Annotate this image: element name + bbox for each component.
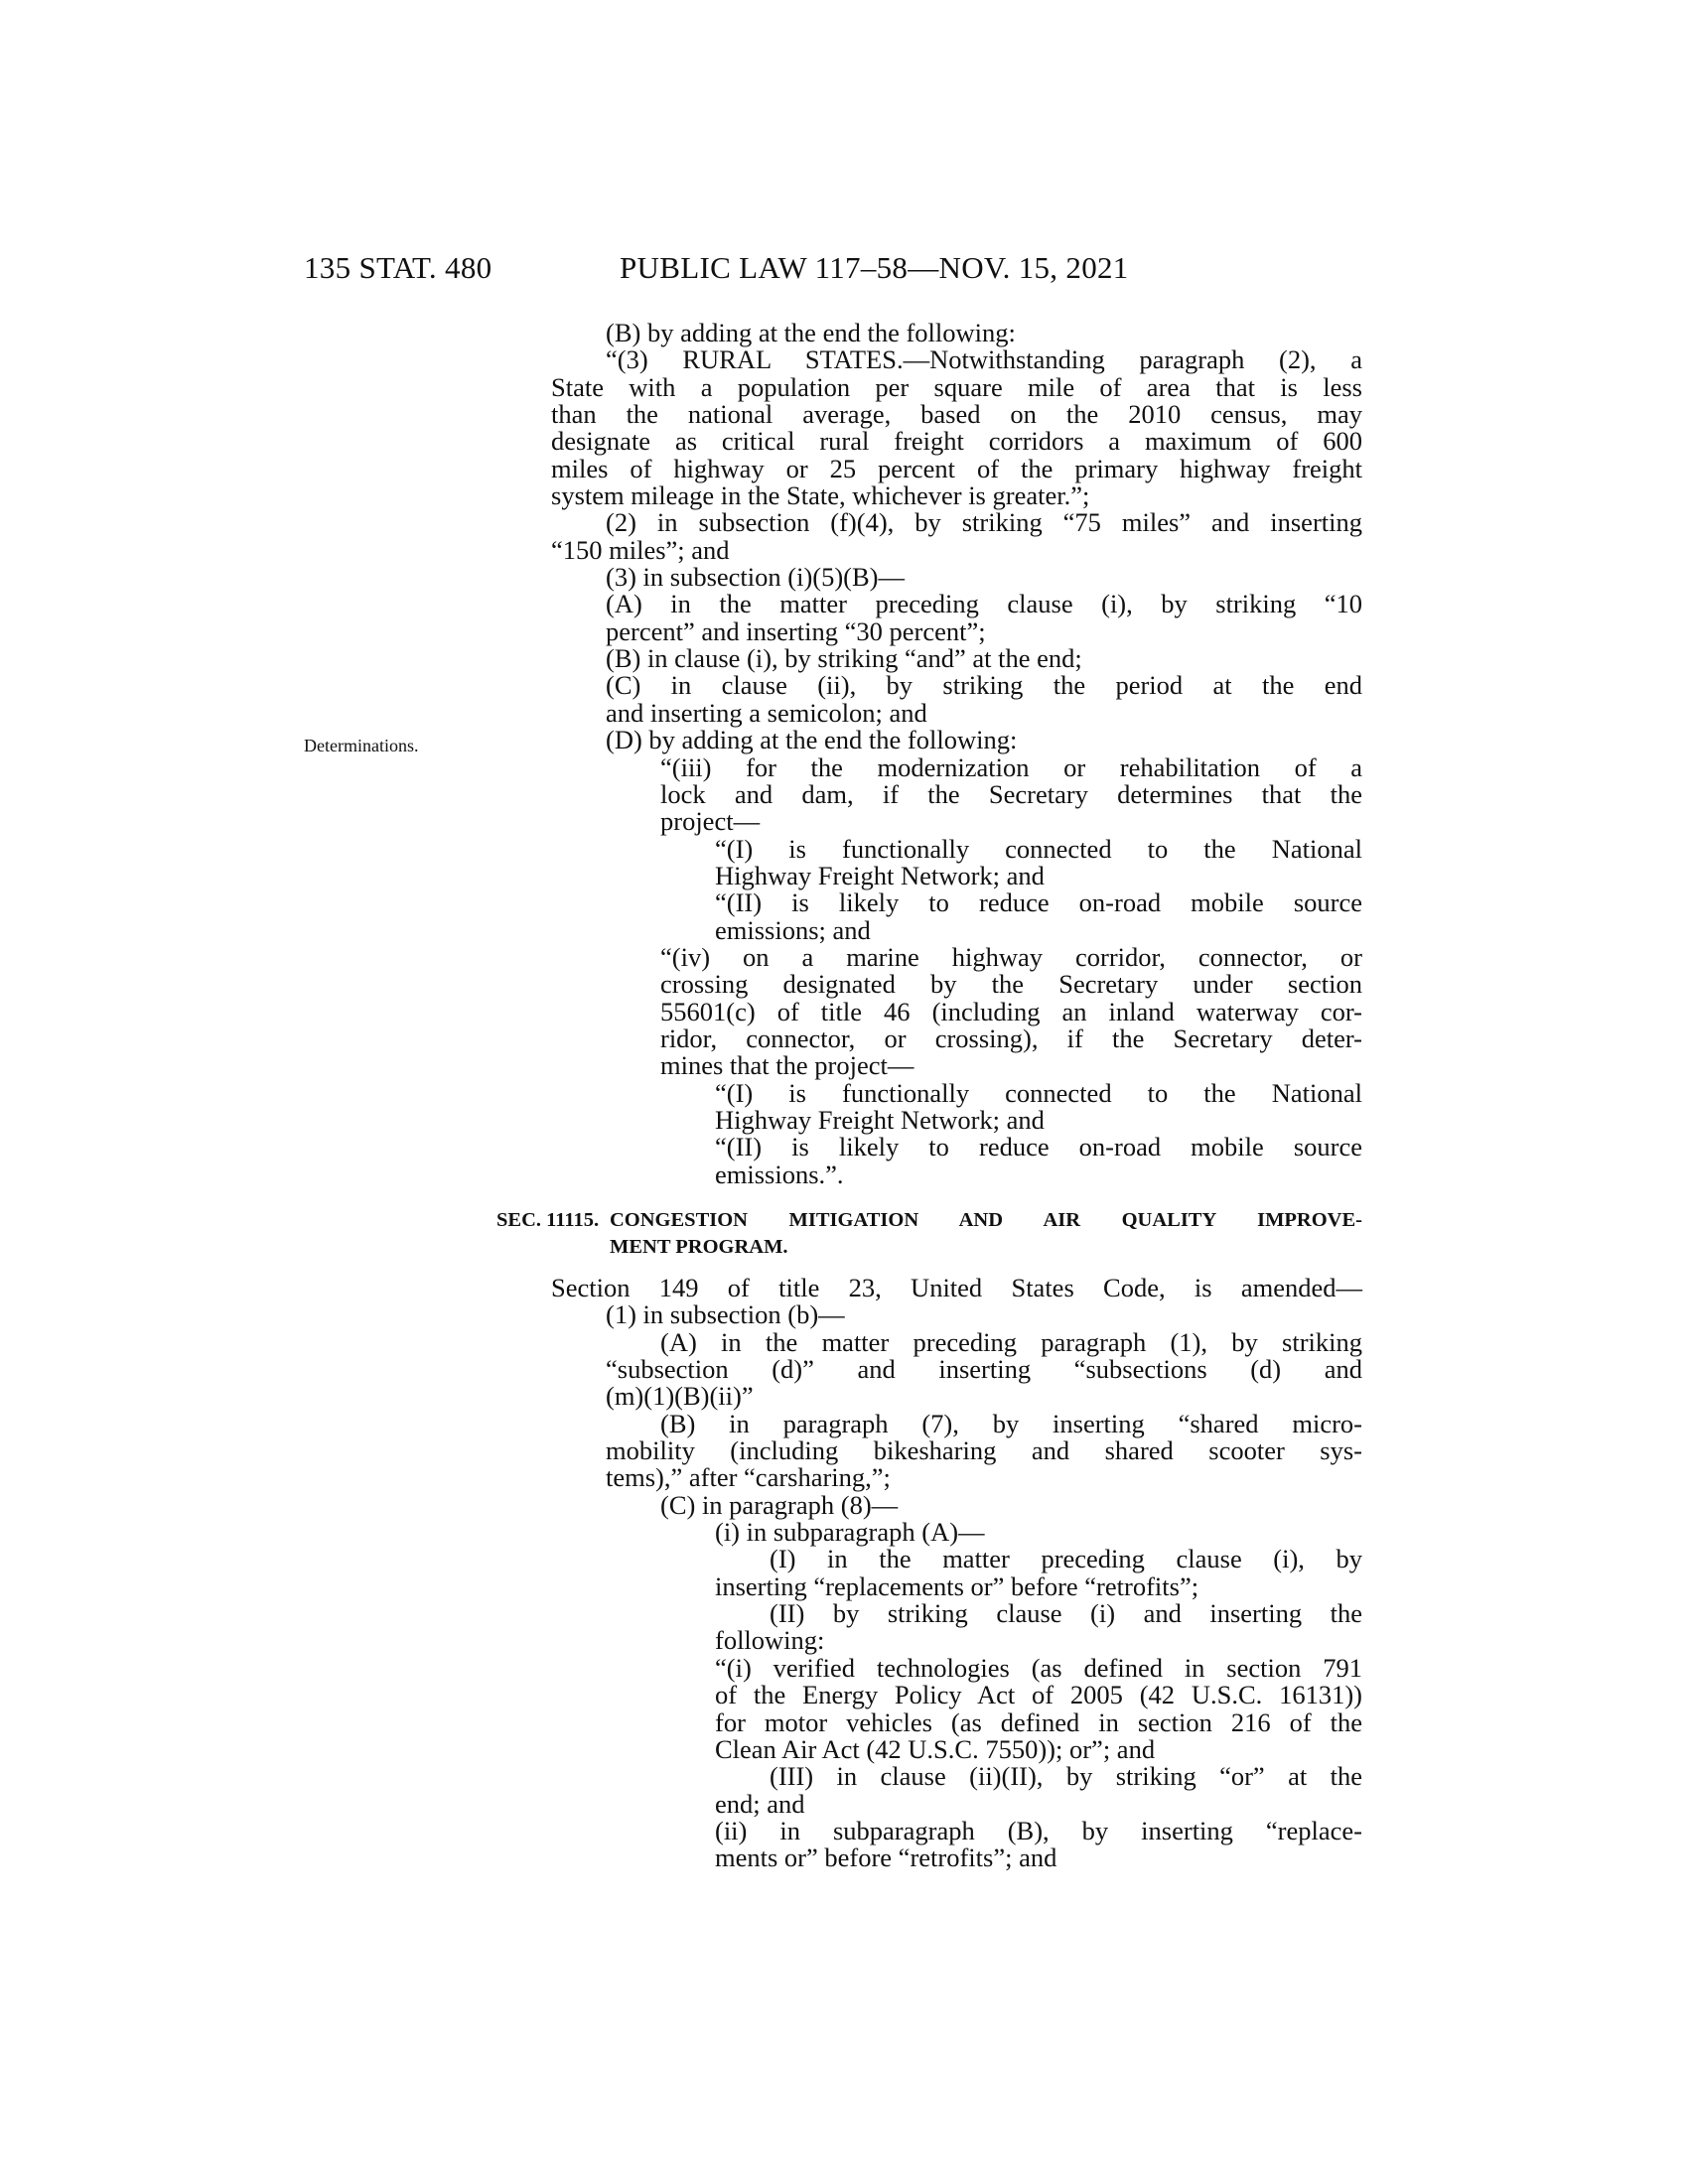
text-line: tems),” after “carsharing,”;	[606, 1462, 891, 1493]
section-heading	[496, 1207, 1362, 1261]
text-line: ments or” before “retrofits”; and	[715, 1843, 1057, 1873]
text-line: (D) by adding at the end the following:	[606, 725, 1018, 755]
text-line: end; and	[715, 1788, 805, 1819]
text-line: (B) by adding at the end the following:	[606, 318, 1016, 347]
text-line	[551, 346, 1362, 373]
section-number: SEC. 11115.	[496, 1209, 600, 1231]
text-line: 55601(c) of title 46 (including an inland waterway cor-	[660, 996, 1362, 1026]
text-line: “(i) verified technologies (as defined in section 791	[715, 1652, 1362, 1683]
text-line: (ii) in subparagraph (B), by inserting “replace-	[715, 1815, 1362, 1845]
text-line: Highway Freight Network; and	[715, 860, 1045, 890]
text-line: lock and dam, if the Secretary determines that the	[660, 778, 1362, 809]
text-line: (C) in paragraph (8)—	[660, 1489, 899, 1520]
text-line: State with a population per square mile of area that is less	[551, 371, 1362, 402]
text-line: mobility (including bikesharing and shared scooter sys-	[606, 1435, 1362, 1466]
text-line: (2) in subsection (f)(4), by striking “75 miles” and inserting	[606, 507, 1362, 538]
text-line: for motor vehicles (as defined in section 216 of the	[715, 1706, 1362, 1737]
text-line: “(I) is functionally connected to the National	[715, 1077, 1362, 1108]
text-line: Section 149 of title 23, United States Code, is amended—	[551, 1273, 1362, 1302]
text-line: percent” and inserting “30 percent”;	[606, 615, 986, 646]
text-line: “150 miles”; and	[551, 534, 730, 565]
text-line: “(II) is likely to reduce on-road mobile source	[715, 1132, 1362, 1162]
text-line: emissions.”.	[715, 1159, 844, 1189]
document-body	[496, 318, 1362, 1873]
text-line: (1) in subsection (b)—	[606, 1299, 845, 1330]
text-line: (A) in the matter preceding clause (i), by striking “10	[606, 589, 1362, 619]
text-line: than the national average, based on the 2010 census, may	[551, 399, 1362, 430]
text-line: “(iv) on a marine highway corridor, connector, or	[660, 941, 1362, 972]
text-line: “subsection (d)” and inserting “subsections (d) and	[606, 1354, 1362, 1385]
page-header-stat: 135 STAT. 480	[304, 250, 492, 285]
text-line: designate as critical rural freight corridors a maximum of 600	[551, 426, 1362, 457]
text-line: system mileage in the State, whichever is greater.”;	[551, 480, 1090, 511]
text-line: following:	[715, 1625, 825, 1656]
text-line: and inserting a semicolon; and	[606, 697, 927, 728]
text-line: inserting “replacements or” before “retrofits”;	[715, 1570, 1199, 1601]
text-line: (B) in paragraph (7), by inserting “shared micro-	[660, 1408, 1362, 1438]
text-line: (C) in clause (ii), by striking the period at the end	[606, 670, 1362, 701]
text-line: project—	[660, 806, 761, 837]
page-header-law-title: PUBLIC LAW 117–58—NOV. 15, 2021	[620, 250, 1129, 285]
text-line: “(I) is functionally connected to the National	[715, 833, 1362, 864]
text-line: (B) in clause (i), by striking “and” at the end;	[606, 643, 1082, 674]
text-line: (III) in clause (ii)(II), by striking “or” at the	[770, 1761, 1362, 1792]
text-line: Highway Freight Network; and	[715, 1104, 1045, 1135]
text-line: “(II) is likely to reduce on-road mobile source	[715, 887, 1362, 918]
section-title-line: MENT PROGRAM.	[610, 1236, 788, 1258]
text-line: mines that the project—	[660, 1050, 914, 1081]
text-line: (I) in the matter preceding clause (i), by	[770, 1544, 1362, 1574]
text-fragment: .—Notwithstanding paragraph (2), a	[896, 344, 1362, 375]
text-fragment: “(3)	[606, 344, 683, 375]
text-line: (i) in subparagraph (A)—	[715, 1517, 985, 1548]
margin-note: Determinations.	[304, 736, 419, 755]
text-line: miles of highway or 25 percent of the primary highway freight	[551, 453, 1362, 483]
text-line: (3) in subsection (i)(5)(B)—	[606, 562, 905, 593]
text-line: of the Energy Policy Act of 2005 (42 U.S.C. 16131))	[715, 1680, 1362, 1710]
section-title-line: CONGESTION MITIGATION AND AIR QUALITY IMPROVE-	[610, 1209, 1362, 1231]
text-line: emissions; and	[715, 914, 871, 945]
text-line: (m)(1)(B)(ii)”	[606, 1381, 754, 1412]
text-line: ridor, connector, or crossing), if the Secretary deter-	[660, 1023, 1362, 1053]
text-line: (II) by striking clause (i) and inserting the	[770, 1598, 1362, 1629]
text-line: “(iii) for the modernization or rehabilitation of a	[660, 751, 1362, 782]
text-line: Clean Air Act (42 U.S.C. 7550)); or”; and	[715, 1733, 1156, 1764]
text-line: (A) in the matter preceding paragraph (1), by striking	[660, 1326, 1362, 1357]
text-line: crossing designated by the Secretary under section	[660, 969, 1362, 1000]
subsection-heading: RURAL STATES	[682, 344, 897, 375]
